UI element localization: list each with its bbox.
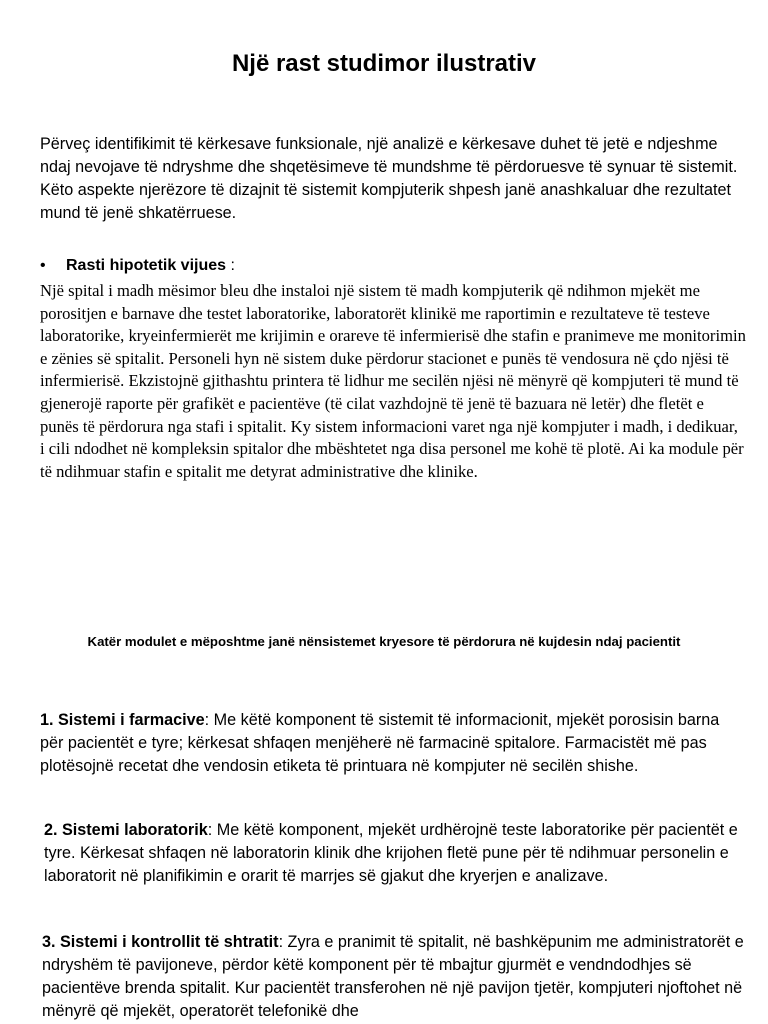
modules-subheading: Katër modulet e mëposhtme janë nënsistemet kryesore të përdorura në kujdesin ndaj pacientit [87,634,681,649]
module-bed-control [42,931,744,1023]
module-text: : Me këtë komponent të sistemit të informacionit, mjekët porosisin barna për pacientët e tyre; kërkesat shfaqen menjëherë në farmacinë spitalore. Farmacistët më pas plotësojnë recetat dhe vendosin etiketa të printuara në kompjuter në secilën shishe. [40,711,720,775]
module-title: 2. Sistemi laboratorik [44,821,208,839]
module-laboratory [44,819,744,888]
bullet-suffix: : [226,257,235,274]
case-paragraph: Një spital i madh mësimor bleu dhe instaloi një sistem të madh kompjuterik që ndihmon mjekët me porositjen e barnave dhe testet laboratorike, laboratorët klinikë me raportimin e rezultateve të testeve laboratorike, kryeinfermierët me krijimin e orareve të infermierisë dhe stafin e pranimeve me monitorimin e zënies së spitalit. Personeli hyn në sistem duke përdorur stacionet e punës të vendosura në çdo njësi të infermierisë. Ekzistojnë gjithashtu printera të lidhur me secilën njësi në mënyrë që kompjuteri të mund të gjenerojë raporte për grafikët e pacientëve (të cilat vazhdojnë të jenë të bazuara në letër) dhe fletët e punës të përdorura nga stafi i spitalit. Ky sistem informacioni varet nga një kompjuter i madh, i dedikuar, i cili ndodhet në kompleksin spitalor dhe mbështetet nga disa personel me kohë të plotë. Ai ka module për të ndihmuar stafin e spitalit me detyrat administrative dhe klinike. [40,281,746,481]
bullet-label: Rasti hipotetik vijues [66,257,227,274]
module-title: 3. Sistemi i kontrollit të shtratit [42,933,279,951]
page-title: Një rast studimor ilustrativ [231,50,537,77]
module-text: : Zyra e pranimit të spitalit, në bashkëpunim me administratorët e ndryshëm të pavijoneve, përdor këtë komponent për të mbajtur gjurmët e vendndodhjes së pacientëve brenda spitalit. Kur pacientët transferohen në një pavijon tjetër, kompjuteri njoftohet në mënyrë që mjekët, operatorët telefonikë dhe [42,933,744,1020]
module-title: 1. Sistemi i farmacive [40,711,205,729]
module-text: : Me këtë komponent, mjekët urdhërojnë teste laboratorike për pacientët e tyre. Kërkesat shfaqen në laboratorin klinik dhe krijohen fletë pune për të ndihmuar personelin e laboratorit në planifikimin e orarit të marrjes së gjakut dhe kryerjen e analizave. [44,821,738,885]
intro-paragraph: Përveç identifikimit të kërkesave funksionale, një analizë e kërkesave duhet të jetë e ndjeshme ndaj nevojave të ndryshme dhe shqetësimeve të mundshme të përdoruesve të synuar të sistemit. Këto aspekte njerëzore të dizajnit të sistemit kompjuterik shpesh janë anashkaluar dhe rezultatet mund të jenë shkatërruese. [40,135,738,222]
bullet-heading [40,255,235,277]
module-pharmacy [40,709,746,778]
bullet-icon: • [40,257,46,274]
